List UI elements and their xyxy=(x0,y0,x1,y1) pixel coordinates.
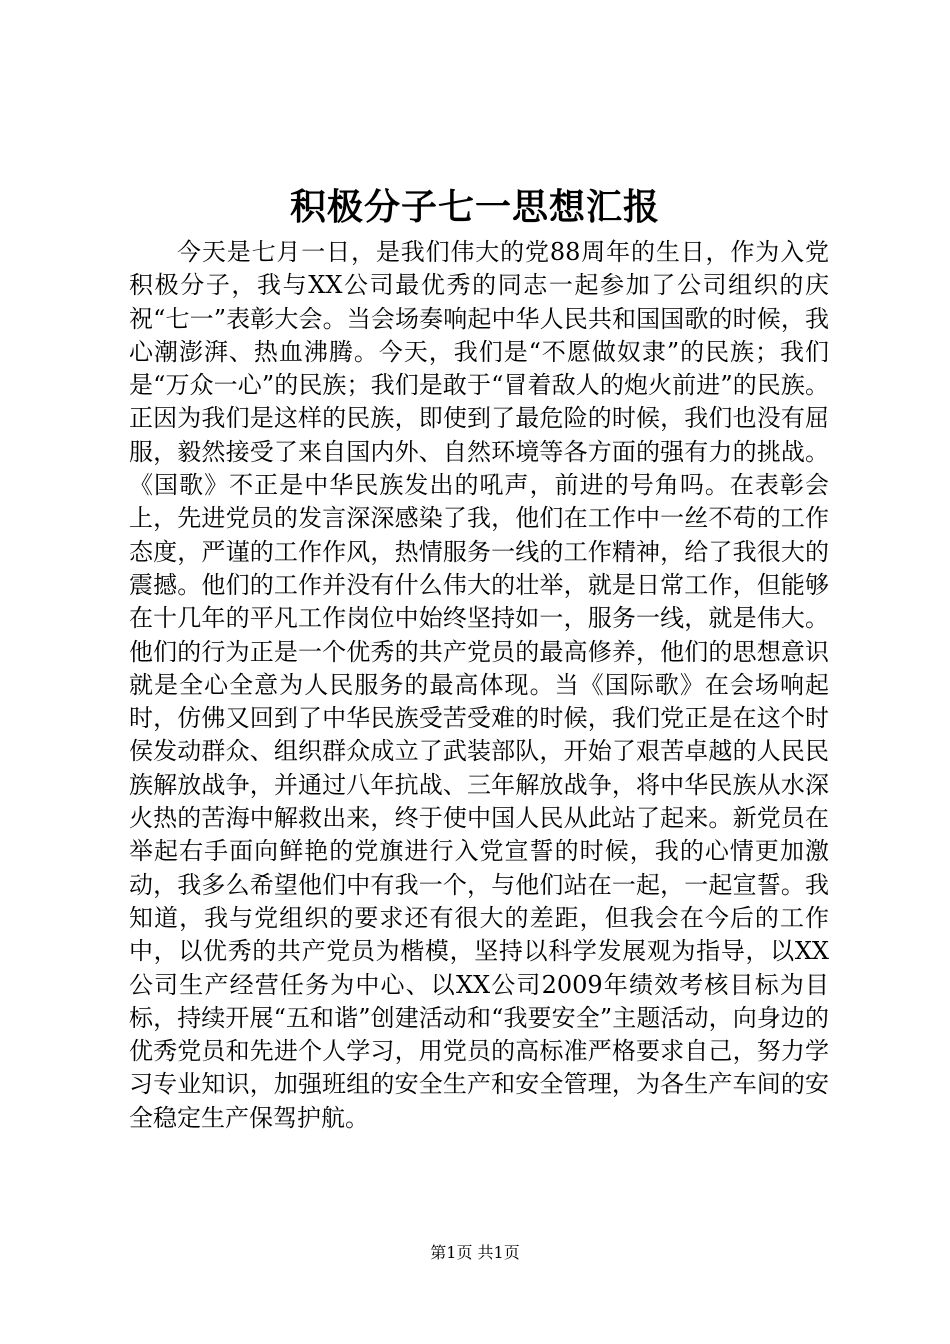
document-body-paragraph: 今天是七月一日，是我们伟大的党88周年的生日，作为入党积极分子，我与XX公司最优秀的同志一起参加了公司组织的庆祝“七一”表彰大会。当会场奏响起中华人民共和国国歌的时候，我心潮澎湃、热血沸腾。今天，我们是“不愿做奴隶”的民族；我们是“万众一心”的民族；我们是敢于“冒着敌人的炮火前进”的民族。正因为我们是这样的民族，即使到了最危险的时候，我们也没有屈服，毅然接受了来自国内外、自然环境等各方面的强有力的挑战。《国歌》不正是中华民族发出的吼声，前进的号角吗。在表彰会上，先进党员的发言深深感染了我，他们在工作中一丝不苟的工作态度，严谨的工作作风，热情服务一线的工作精神，给了我很大的震撼。他们的工作并没有什么伟大的壮举，就是日常工作，但能够在十几年的平凡工作岗位中始终坚持如一，服务一线，就是伟大。他们的行为正是一个优秀的共产党员的最高修养，他们的思想意识就是全心全意为人民服务的最高体现。当《国际歌》在会场响起时，仿佛又回到了中华民族受苦受难的时候，我们党正是在这个时侯发动群众、组织群众成立了武装部队，开始了艰苦卓越的人民民族解放战争，并通过八年抗战、三年解放战争，将中华民族从水深火热的苦海中解救出来，终于使中国人民从此站了起来。新党员在举起右手面向鲜艳的党旗进行入党宣誓的时候，我的心情更加激动，我多么希望他们中有我一个，与他们站在一起，一起宣誓。我知道，我与党组织的要求还有很大的差距，但我会在今后的工作中，以优秀的共产党员为楷模，坚持以科学发展观为指导，以XX公司生产经营任务为中心、以XX公司2009年绩效考核目标为目标，持续开展“五和谐”创建活动和“我要安全”主题活动，向身边的优秀党员和先进个人学习，用党员的高标准严格要求自己，努力学习专业知识，加强班组的安全生产和安全管理，为各生产车间的安全稳定生产保驾护航。 xyxy=(129,238,829,1132)
document-title: 积极分子七一思想汇报 xyxy=(289,186,660,228)
page-footer: 第1页 共1页 xyxy=(430,1243,520,1262)
